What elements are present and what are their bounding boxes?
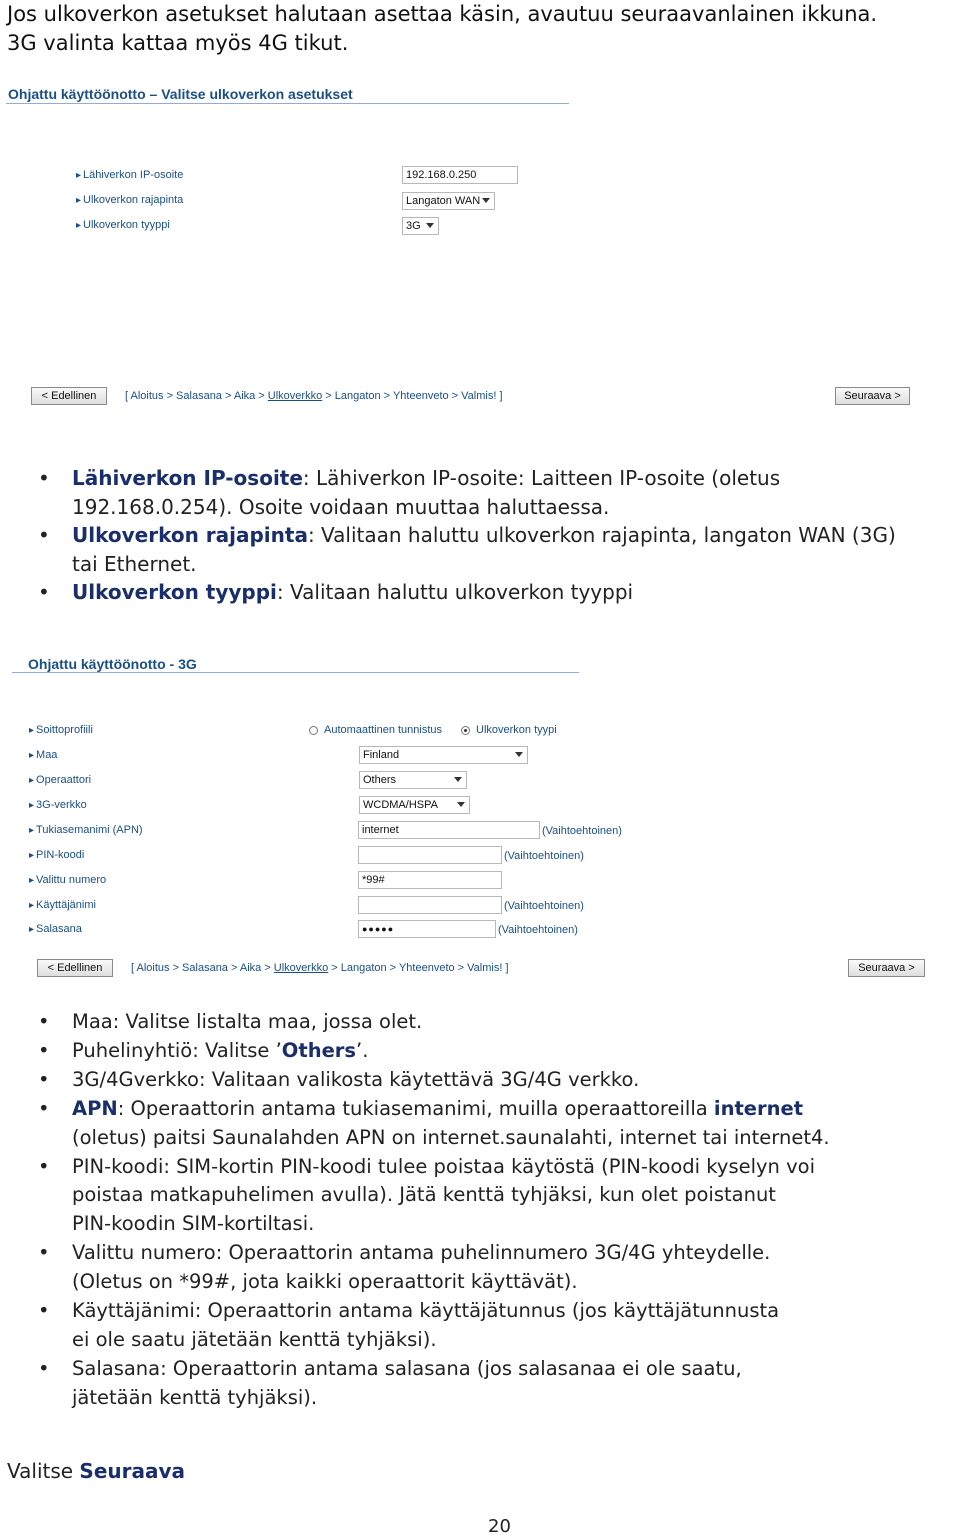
panel2-label-country: ▸ Maa	[29, 749, 57, 761]
pin-hint: (Vaihtoehtoinen)	[504, 850, 584, 862]
chevron-down-icon	[457, 802, 465, 807]
bullet-text-cont: PIN-koodin SIM-kortiltasi.	[72, 1212, 315, 1236]
pin-input[interactable]	[358, 846, 502, 864]
bullet-text: : Lähiverkon IP-osoite: Laitteen IP-osoite (oletus	[302, 466, 781, 490]
country-value: Finland	[363, 749, 400, 761]
breadcrumb-prefix: [ Aloitus > Salasana > Aika >	[125, 390, 268, 402]
panel2-breadcrumb	[131, 962, 509, 974]
page-number: 20	[488, 1516, 511, 1537]
bullet-text-cont: (Oletus on *99#, jota kaikki operaattorit käyttävät).	[72, 1270, 578, 1294]
bullet-dot: •	[38, 523, 50, 548]
apn-input[interactable]: internet	[358, 821, 540, 839]
bullet-text: : Valitaan haluttu ulkoverkon rajapinta, langaton WAN (3G)	[307, 523, 896, 548]
panel2-label-apn: ▸ Tukiasemanimi (APN)	[29, 824, 143, 836]
bullet-term: Others	[281, 1038, 357, 1062]
password-input[interactable]: ●●●●●	[358, 920, 496, 938]
panel1-title: Ohjattu käyttöönotto – Valitse ulkoverkon asetukset	[8, 86, 353, 102]
bullet-list-2	[0, 1008, 960, 1413]
wan-type-value: 3G	[406, 220, 421, 232]
network-value: WCDMA/HSPA	[363, 799, 438, 811]
radio-auto-detect-label: Automaattinen tunnistus	[324, 724, 443, 736]
instruction-text: Valitse	[7, 1459, 80, 1483]
bullet-dial-number	[0, 1239, 960, 1297]
wan-interface-select[interactable]	[402, 192, 495, 210]
bullet-dot: •	[38, 1010, 50, 1033]
bullet-text: Valittu numero: Operaattorin antama puhelinnumero 3G/4G yhteydelle.	[72, 1241, 771, 1265]
chevron-down-icon	[482, 198, 490, 203]
bullet-text-cont: jätetään kenttä tyhjäksi).	[72, 1385, 318, 1409]
bullet-dot: •	[38, 1356, 50, 1380]
panel2-title-rule	[12, 672, 579, 673]
bullet-dot: •	[38, 1241, 50, 1265]
bullet-country	[0, 1008, 960, 1037]
bullet-term: Ulkoverkon tyyppi	[72, 580, 277, 605]
bullet-text: Salasana: Operaattorin antama salasana (jos salasanaa ei ole saatu,	[72, 1356, 742, 1380]
panel2-label-password: ▸ Salasana	[29, 923, 82, 935]
wan-interface-value: Langaton WAN	[406, 195, 481, 207]
username-hint: (Vaihtoehtoinen)	[504, 900, 584, 912]
lan-ip-input[interactable]: 192.168.0.250	[402, 166, 518, 184]
bullet-term: internet	[713, 1096, 804, 1120]
panel1-next-button[interactable]: Seuraava >	[835, 387, 910, 405]
apn-hint: (Vaihtoehtoinen)	[542, 825, 622, 837]
bullet-text: 3G/4Gverkko: Valitaan valikosta käytettävä 3G/4G verkko.	[72, 1067, 640, 1091]
username-input[interactable]	[358, 896, 502, 914]
bullet-wan-interface	[0, 521, 960, 578]
bullet-operator	[0, 1037, 960, 1066]
bullet-text: : Operaattorin antama tukiasemanimi, muilla operaattoreilla	[117, 1096, 714, 1120]
panel1-label-lan-ip: ▸ Lähiverkon IP-osoite	[76, 169, 183, 181]
bullet-username	[0, 1297, 960, 1355]
bullet-text-cont: ei ole saatu jätetään kenttä tyhjäksi).	[72, 1327, 437, 1351]
bullet-term: Lähiverkon IP-osoite	[72, 466, 303, 490]
panel2-title: Ohjattu käyttöönotto - 3G	[28, 656, 197, 672]
operator-select[interactable]	[359, 771, 467, 789]
breadcrumb-current-step[interactable]: Ulkoverkko	[267, 390, 323, 402]
country-select[interactable]	[359, 746, 528, 764]
password-hint: (Vaihtoehtoinen)	[498, 924, 578, 936]
panel1-label-wan-type: ▸ Ulkoverkon tyyppi	[76, 219, 170, 231]
instruction-term: Seuraava	[79, 1459, 186, 1483]
bullet-list-1	[0, 464, 960, 607]
panel2-label-3g-network: ▸ 3G-verkko	[29, 799, 87, 811]
bullet-dot: •	[38, 1154, 50, 1178]
breadcrumb-prefix: [ Aloitus > Salasana > Aika >	[131, 962, 274, 974]
intro-line-2: 3G valinta kattaa myös 4G tikut.	[7, 31, 349, 55]
panel1-label-wan-interface: ▸ Ulkoverkon rajapinta	[76, 194, 183, 206]
bullet-wan-type	[0, 578, 960, 607]
bullet-password	[0, 1355, 960, 1413]
bullet-text: Puhelinyhtiö: Valitse ’	[72, 1038, 282, 1062]
breadcrumb-suffix: > Langaton > Yhteenveto > Valmis! ]	[322, 390, 503, 402]
radio-manual-type[interactable]	[461, 726, 470, 735]
bullet-dot: •	[38, 466, 50, 490]
bullet-dot: •	[38, 1038, 50, 1062]
bullet-text: Maa: Valitse listalta maa, jossa olet.	[72, 1010, 423, 1033]
intro-line-1: Jos ulkoverkon asetukset halutaan asettaa käsin, avautuu seuraavanlainen ikkuna.	[7, 2, 878, 26]
radio-manual-type-label: Ulkoverkon tyypi	[476, 724, 557, 736]
wan-type-select[interactable]	[402, 217, 439, 235]
bullet-dot: •	[38, 1299, 50, 1323]
bullet-text: PIN-koodi: SIM-kortin PIN-koodi tulee poistaa käytöstä (PIN-koodi kyselyn voi	[72, 1154, 815, 1178]
bullet-pin	[0, 1153, 960, 1240]
bullet-text-cont: tai Ethernet.	[72, 551, 197, 576]
panel2-label-dial-number: ▸ Valittu numero	[29, 874, 106, 886]
bullet-text: ’.	[356, 1038, 369, 1062]
panel2-back-button[interactable]: < Edellinen	[37, 959, 113, 977]
bullet-term: Ulkoverkon rajapinta	[72, 523, 308, 548]
chevron-down-icon	[426, 223, 434, 228]
bullet-lan-ip	[0, 464, 960, 521]
bullet-text-cont: (oletus) paitsi Saunalahden APN on internet.saunalahti, internet tai internet4.	[72, 1125, 830, 1149]
operator-value: Others	[363, 774, 397, 786]
chevron-down-icon	[454, 777, 462, 782]
radio-auto-detect[interactable]	[309, 726, 318, 735]
panel2-label-username: ▸ Käyttäjänimi	[29, 899, 96, 911]
bullet-text-cont: 192.168.0.254). Osoite voidaan muuttaa haluttaessa.	[72, 494, 610, 519]
bullet-dot: •	[38, 580, 50, 605]
bullet-text: : Valitaan haluttu ulkoverkon tyyppi	[276, 580, 634, 605]
panel2-label-pin: ▸ PIN-koodi	[29, 849, 84, 861]
dial-number-input[interactable]: *99#	[358, 871, 502, 889]
bullet-apn	[0, 1095, 960, 1153]
bullet-dot: •	[38, 1096, 50, 1120]
panel1-breadcrumb	[125, 390, 503, 402]
bullet-network	[0, 1066, 960, 1095]
breadcrumb-suffix: > Langaton > Yhteenveto > Valmis! ]	[328, 962, 509, 974]
network-select[interactable]	[359, 796, 470, 814]
panel2-label-operator: ▸ Operaattori	[29, 774, 91, 786]
breadcrumb-current-step[interactable]: Ulkoverkko	[273, 962, 329, 974]
panel1-back-button[interactable]: < Edellinen	[31, 387, 107, 405]
panel2-label-dial-profile: ▸ Soittoprofiili	[29, 724, 93, 736]
panel2-next-button[interactable]: Seuraava >	[848, 959, 925, 977]
select-next-instruction	[7, 1459, 185, 1483]
intro-text	[7, 0, 877, 58]
bullet-dot: •	[38, 1067, 50, 1091]
bullet-text: Käyttäjänimi: Operaattorin antama käyttäjätunnus (jos käyttäjätunnusta	[72, 1299, 780, 1323]
chevron-down-icon	[515, 752, 523, 757]
bullet-text-cont: poistaa matkapuhelimen avulla). Jätä kenttä tyhjäksi, kun olet poistanut	[72, 1183, 776, 1207]
bullet-term: APN	[72, 1096, 118, 1120]
panel1-title-rule	[6, 103, 569, 104]
